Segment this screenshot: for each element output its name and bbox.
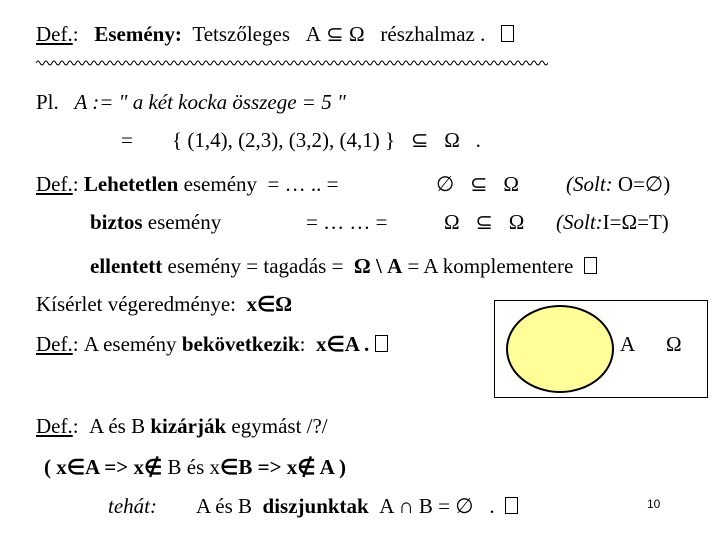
not-element-of-symbol: ∉ bbox=[297, 455, 316, 479]
solt-formula: O=∅) bbox=[617, 172, 671, 196]
arbitrary-text: Tetszőleges bbox=[192, 22, 290, 46]
set-difference-formula: Ω \ A bbox=[353, 254, 403, 278]
example-definition: A := " a két kocka összege = 5 " bbox=[74, 90, 346, 114]
example-line bbox=[36, 90, 346, 114]
intersection-formula: A ∩ B = ∅ bbox=[379, 494, 474, 518]
def-label: Def. bbox=[36, 22, 73, 46]
def-colon: : bbox=[72, 414, 79, 438]
def-colon: : bbox=[72, 332, 79, 356]
element-of-symbol: ∈ bbox=[220, 455, 239, 479]
omega-symbol: Ω bbox=[349, 22, 365, 46]
placeholder-box-icon bbox=[505, 497, 518, 514]
def-label: Def. bbox=[36, 414, 73, 438]
occurs-term: bekövetkezik bbox=[181, 332, 300, 356]
therefore-label: tehát: bbox=[108, 494, 157, 518]
solt-prefix: (Solt: bbox=[566, 172, 613, 196]
equals-sign: = bbox=[121, 128, 133, 152]
subseteq-symbol: ⊆ bbox=[475, 210, 493, 234]
set-a: A bbox=[305, 22, 321, 46]
event-term: Esemény: bbox=[94, 22, 182, 46]
complement-line bbox=[90, 254, 597, 278]
def-label: Def. bbox=[36, 172, 73, 196]
ellipsis-equation: = … .. = bbox=[267, 172, 339, 196]
example-set-line bbox=[172, 128, 481, 152]
page-number: 10 bbox=[647, 497, 661, 511]
omega-symbol: Ω bbox=[508, 210, 525, 234]
disjoint-line bbox=[196, 494, 518, 518]
exclusive-rest: egymást /?/ bbox=[231, 414, 328, 438]
placeholder-box-icon bbox=[584, 257, 597, 274]
omega-subset-formula bbox=[444, 210, 524, 234]
omega-symbol: Ω bbox=[503, 172, 520, 196]
outcome-formula: x∈Ω bbox=[246, 292, 293, 316]
placeholder-box-icon bbox=[375, 335, 388, 352]
event-word: esemény bbox=[183, 172, 258, 196]
formula-part: B és x bbox=[162, 455, 221, 479]
def-colon: : bbox=[72, 172, 79, 196]
empty-subset-formula bbox=[436, 172, 519, 196]
dot: . bbox=[489, 494, 495, 518]
def-colon: : bbox=[72, 22, 79, 46]
occurs-formula: x∈A . bbox=[315, 332, 370, 356]
complement-rest: = A komplementere bbox=[407, 254, 574, 278]
event-a-text: A esemény bbox=[83, 332, 177, 356]
subseteq-symbol: ⊆ bbox=[326, 22, 344, 46]
dot: . bbox=[475, 128, 481, 152]
certain-term: biztos bbox=[90, 210, 143, 234]
empty-set-symbol: ∅ bbox=[436, 172, 455, 196]
complement-term: ellentett bbox=[90, 254, 163, 278]
a-and-b-text: A és B bbox=[196, 494, 253, 518]
example-label: Pl. bbox=[36, 90, 59, 114]
placeholder-box-icon bbox=[501, 25, 514, 42]
wavy-separator bbox=[36, 58, 548, 68]
venn-set-ellipse bbox=[506, 305, 614, 393]
example-set: { (1,4), (2,3), (3,2), (4,1) } bbox=[172, 128, 396, 152]
omega-symbol: Ω bbox=[444, 128, 460, 152]
subset-text: részhalmaz . bbox=[380, 22, 486, 46]
formula-part: A ) bbox=[315, 455, 346, 479]
solt-prefix: (Solt: bbox=[556, 210, 603, 234]
formula-part: ( x bbox=[44, 455, 67, 479]
a-and-b-text: A és B bbox=[89, 414, 146, 438]
solt-formula: I=Ω=T) bbox=[602, 210, 669, 234]
occurs-line bbox=[36, 332, 388, 356]
complement-text: esemény = tagadás = bbox=[167, 254, 344, 278]
outcome-line bbox=[36, 292, 292, 316]
def-label: Def. bbox=[36, 332, 73, 356]
exclusive-line bbox=[36, 414, 328, 438]
formula-part: A => x bbox=[85, 455, 144, 479]
subseteq-symbol: ⊆ bbox=[470, 172, 488, 196]
disjoint-term: diszjunktak bbox=[262, 494, 369, 518]
implication-formula bbox=[44, 455, 346, 479]
impossible-event-line bbox=[36, 172, 338, 196]
omega-symbol: Ω bbox=[444, 210, 460, 234]
definition-event-line bbox=[36, 22, 514, 46]
event-word: esemény bbox=[147, 210, 222, 234]
colon: : bbox=[299, 332, 306, 356]
impossible-term: Lehetetlen bbox=[83, 172, 179, 196]
venn-label-omega: Ω bbox=[666, 332, 682, 356]
subseteq-symbol: ⊆ bbox=[410, 128, 429, 152]
element-of-symbol: ∈ bbox=[66, 455, 86, 479]
certain-event-line bbox=[90, 210, 221, 234]
ellipsis-equation: = … … = bbox=[306, 210, 388, 234]
exclusive-term: kizárják bbox=[150, 414, 227, 438]
formula-part: B => x bbox=[238, 455, 298, 479]
not-element-of-symbol: ∉ bbox=[144, 455, 163, 479]
solt-note-certain bbox=[556, 210, 669, 234]
venn-label-a: A bbox=[620, 332, 636, 356]
outcome-text: Kísérlet végeredménye: bbox=[36, 292, 236, 316]
solt-note-impossible bbox=[566, 172, 670, 196]
